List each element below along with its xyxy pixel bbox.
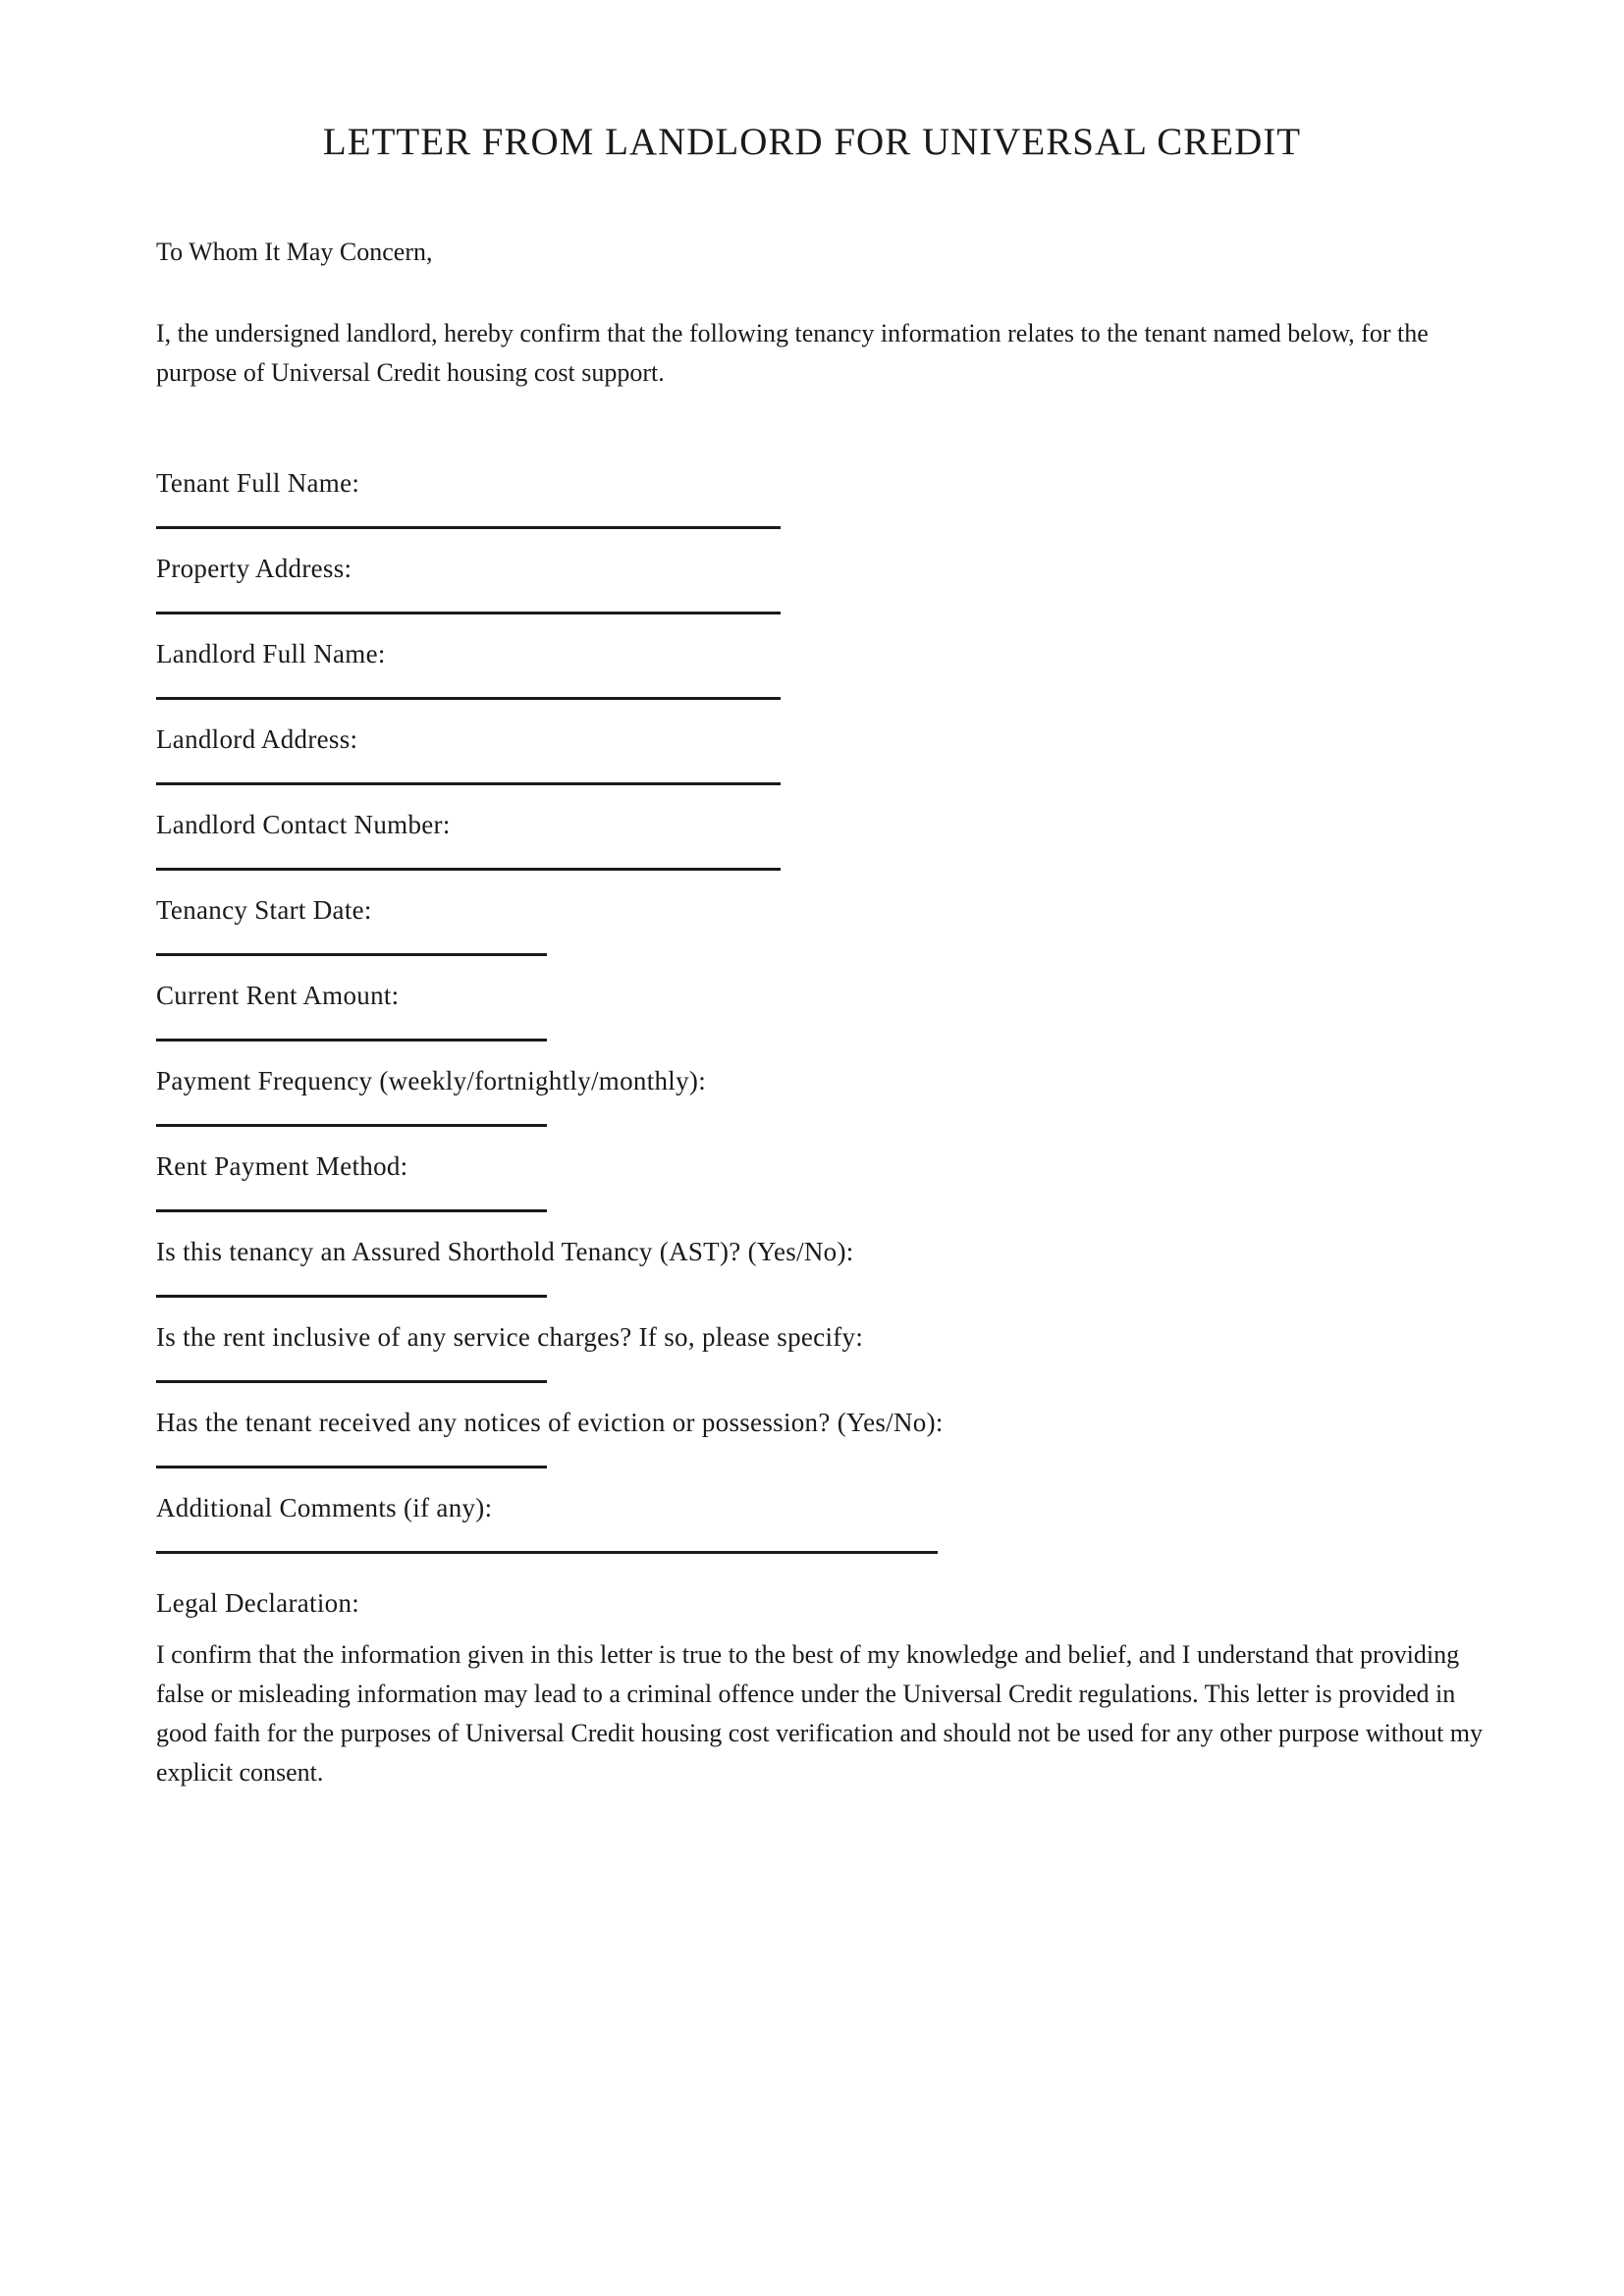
property-address-line[interactable] bbox=[156, 612, 781, 614]
current-rent-amount-label: Current Rent Amount: bbox=[156, 981, 400, 1010]
tenancy-start-date-line[interactable] bbox=[156, 953, 547, 956]
landlord-address-line[interactable] bbox=[156, 782, 781, 785]
landlord-contact-number-label: Landlord Contact Number: bbox=[156, 810, 451, 839]
salutation: To Whom It May Concern, bbox=[156, 238, 433, 266]
additional-comments-line[interactable] bbox=[156, 1551, 938, 1554]
eviction-notices-line[interactable] bbox=[156, 1466, 547, 1468]
payment-frequency-label: Payment Frequency (weekly/fortnightly/monthly): bbox=[156, 1066, 706, 1095]
ast-question-label: Is this tenancy an Assured Shorthold Tenancy (AST)? (Yes/No): bbox=[156, 1237, 854, 1266]
tenancy-start-date-label: Tenancy Start Date: bbox=[156, 895, 372, 925]
service-charges-line[interactable] bbox=[156, 1380, 547, 1383]
landlord-full-name-line[interactable] bbox=[156, 697, 781, 700]
legal-declaration-heading: Legal Declaration: bbox=[156, 1588, 360, 1618]
rent-payment-method-line[interactable] bbox=[156, 1209, 547, 1212]
tenant-full-name-label: Tenant Full Name: bbox=[156, 468, 360, 498]
landlord-contact-number-line[interactable] bbox=[156, 868, 781, 871]
rent-payment-method-label: Rent Payment Method: bbox=[156, 1151, 408, 1181]
eviction-notices-label: Has the tenant received any notices of eviction or possession? (Yes/No): bbox=[156, 1408, 944, 1437]
payment-frequency-line[interactable] bbox=[156, 1124, 547, 1127]
ast-question-line[interactable] bbox=[156, 1295, 547, 1298]
intro-paragraph: I, the undersigned landlord, hereby confirm that the following tenancy information relates to the tenant named below, for the purpose of Universal Credit housing cost support. bbox=[156, 319, 1429, 387]
current-rent-amount-line[interactable] bbox=[156, 1039, 547, 1041]
property-address-label: Property Address: bbox=[156, 554, 352, 583]
document-title: LETTER FROM LANDLORD FOR UNIVERSAL CREDIT bbox=[322, 121, 1302, 163]
tenant-full-name-line[interactable] bbox=[156, 526, 781, 529]
additional-comments-label: Additional Comments (if any): bbox=[156, 1493, 493, 1522]
legal-declaration-text: I confirm that the information given in this letter is true to the best of my knowledge and belief, and I understand that providing false or misleading information may lead to a criminal offence under the Universal Credit regulations. This letter is provided in good faith for the purposes of Universal Credit housing cost verification and should not be used for any other purpose without my explicit consent. bbox=[156, 1640, 1484, 1787]
landlord-full-name-label: Landlord Full Name: bbox=[156, 639, 386, 668]
service-charges-label: Is the rent inclusive of any service charges? If so, please specify: bbox=[156, 1322, 864, 1352]
landlord-address-label: Landlord Address: bbox=[156, 724, 358, 754]
